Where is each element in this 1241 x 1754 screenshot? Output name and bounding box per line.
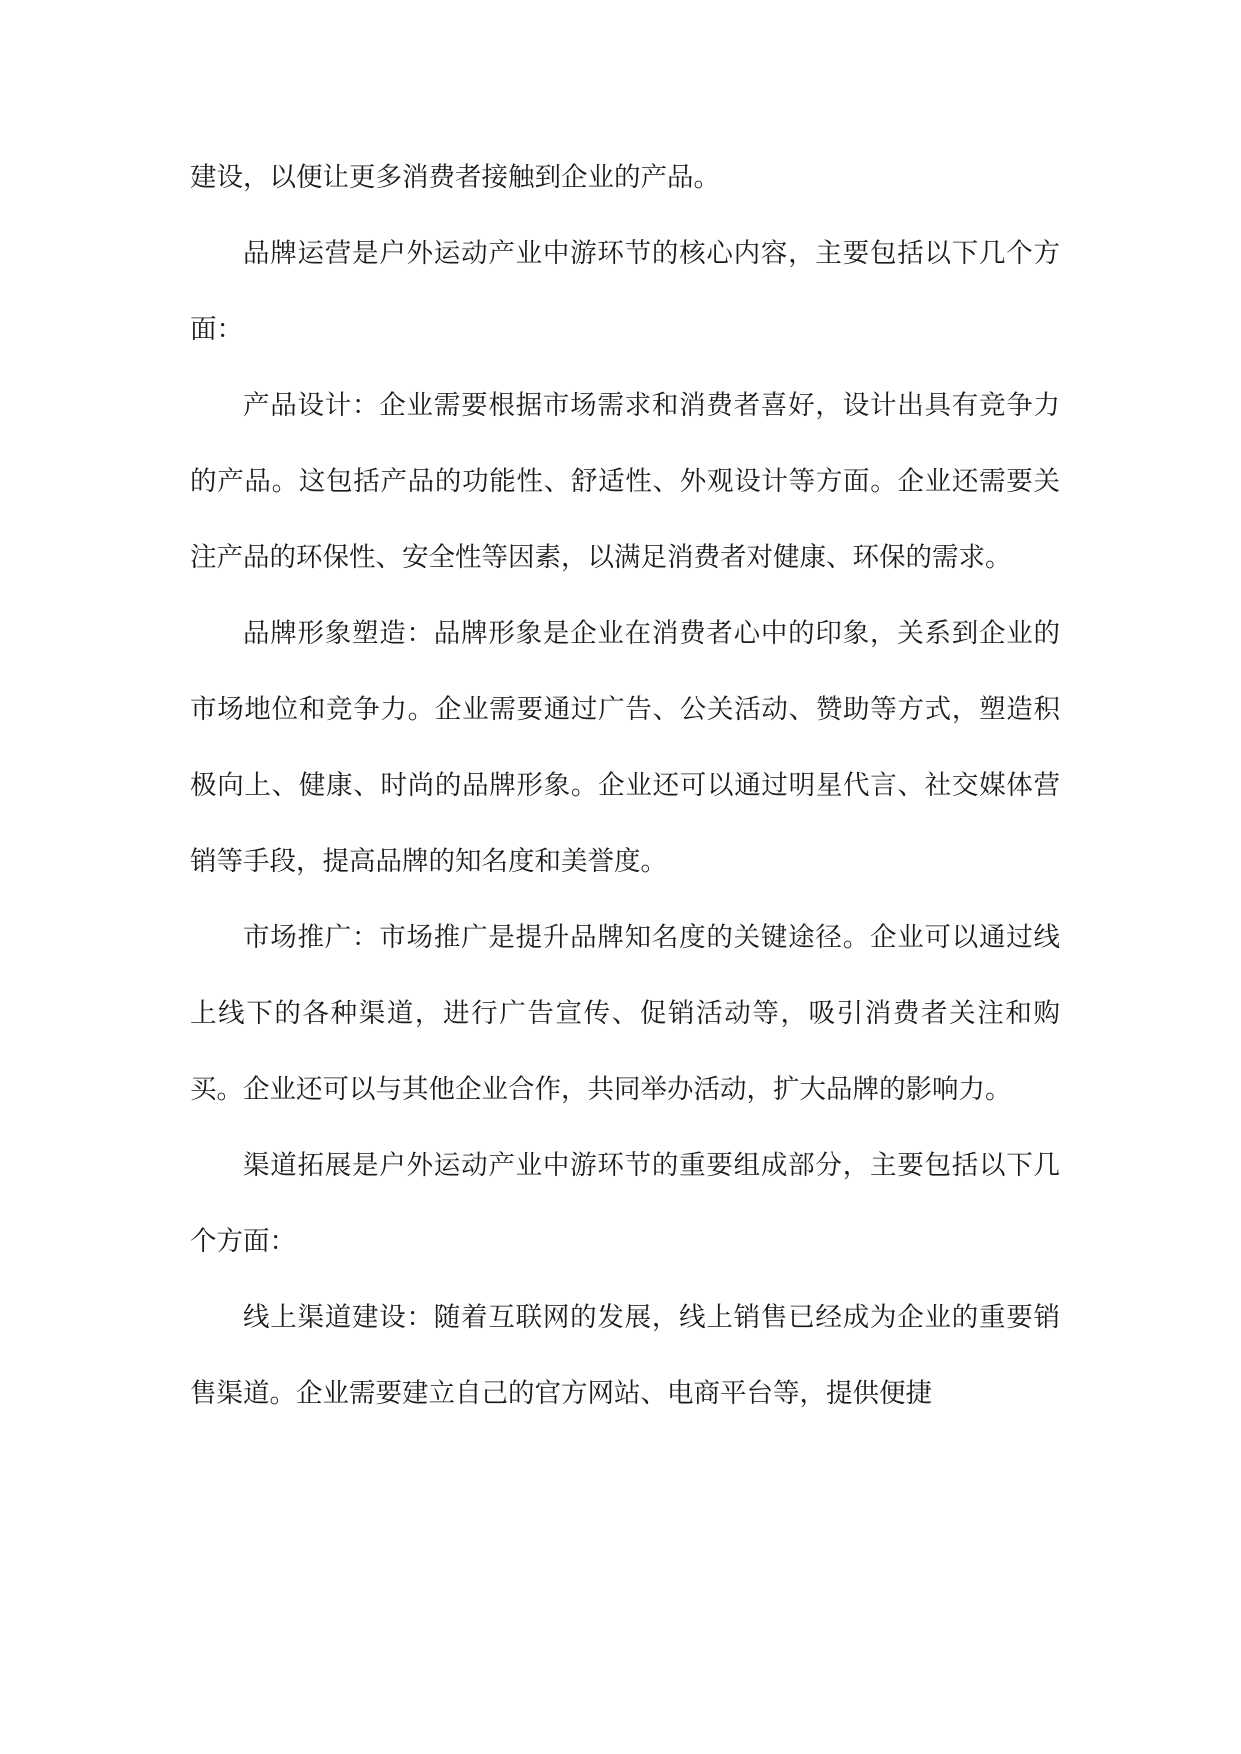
paragraph-market-promotion: 市场推广：市场推广是提升品牌知名度的关键途径。企业可以通过线上线下的各种渠道，进行广告宣传、促销活动等，吸引消费者关注和购买。企业还可以与其他企业合作，共同举办活动，扩大品牌的影响力。 [190, 922, 1060, 1105]
paragraph-channel-expansion: 渠道拓展是户外运动产业中游环节的重要组成部分，主要包括以下几个方面： [190, 1150, 1060, 1257]
paragraph-online-channel: 线上渠道建设：随着互联网的发展，线上销售已经成为企业的重要销售渠道。企业需要建立自己的官方网站、电商平台等，提供便捷 [190, 1302, 1060, 1409]
paragraph-brand-image: 品牌形象塑造：品牌形象是企业在消费者心中的印象，关系到企业的市场地位和竞争力。企业需要通过广告、公关活动、赞助等方式，塑造积极向上、健康、时尚的品牌形象。企业还可以通过明星代言、社交媒体营销等手段，提高品牌的知名度和美誉度。 [190, 618, 1060, 877]
paragraph-brand-operation: 品牌运营是户外运动产业中游环节的核心内容，主要包括以下几个方面： [190, 238, 1060, 345]
document-body [190, 140, 1060, 1432]
paragraph-continuation: 建设，以便让更多消费者接触到企业的产品。 [190, 162, 720, 193]
paragraph-product-design: 产品设计：企业需要根据市场需求和消费者喜好，设计出具有竞争力的产品。这包括产品的功能性、舒适性、外观设计等方面。企业还需要关注产品的环保性、安全性等因素，以满足消费者对健康、环保的需求。 [190, 390, 1060, 573]
